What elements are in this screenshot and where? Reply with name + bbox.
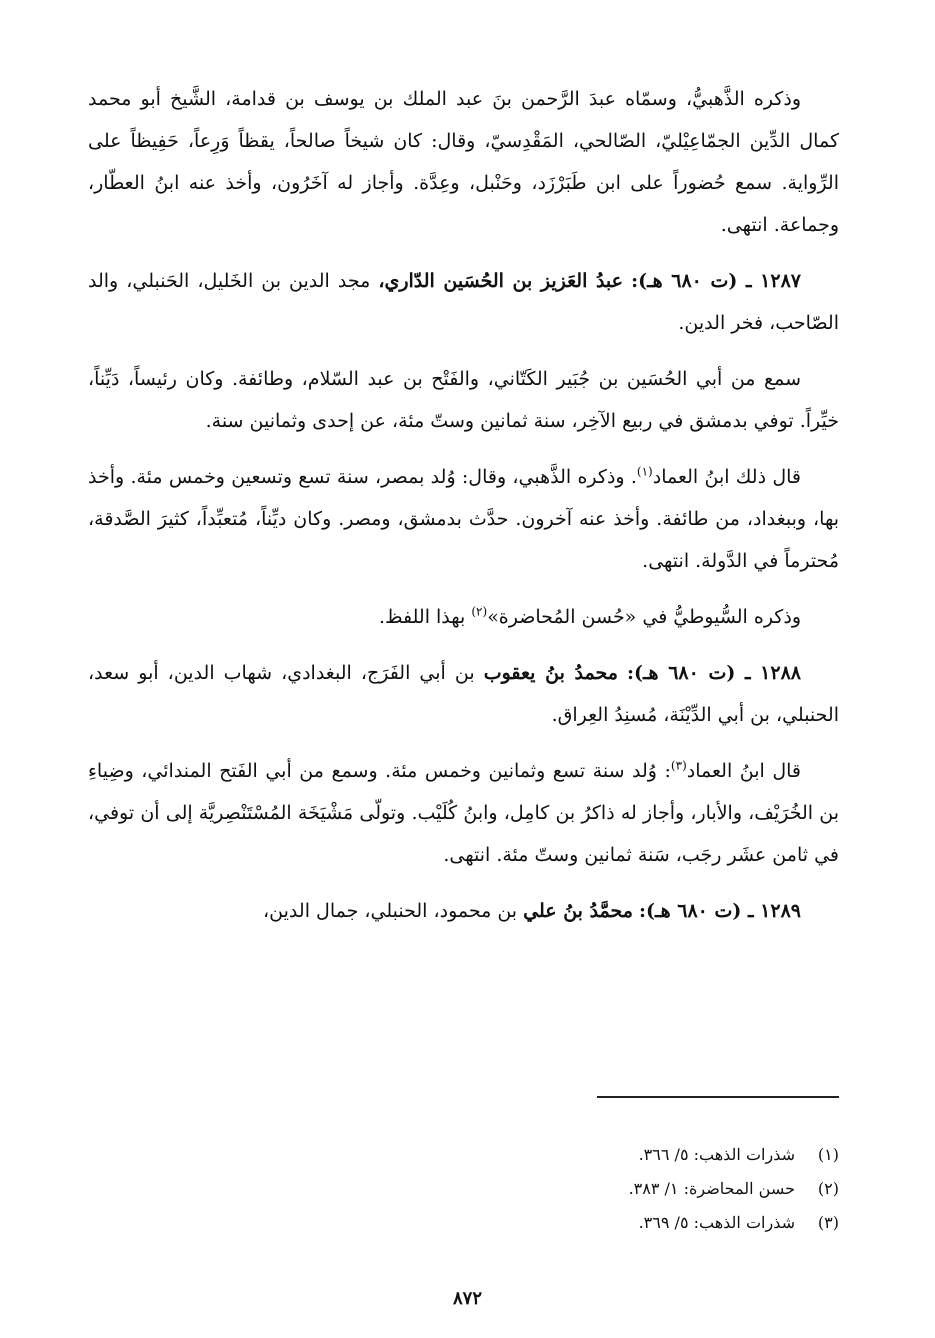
entry-name: محمَّدُ بنُ علي: [523, 900, 633, 922]
footnote-3: [88, 1206, 839, 1240]
footnote-text: شذرات الذهب: ٥/ ٣٦٦.: [638, 1145, 795, 1164]
paragraph-dhahabi-mention: [88, 78, 839, 246]
footnote-ref-3[interactable]: (٣): [670, 758, 687, 773]
entry-number: ١٢٨٨ ـ (ت ٦٨٠ هـ):: [626, 662, 801, 684]
paragraph-text: وذكره السُّيوطيُّ في «حُسن المُحاضرة»: [487, 606, 801, 628]
footnote-2: [88, 1172, 839, 1206]
footnote-text: حسن المحاضرة: ١/ ٣٨٣.: [628, 1179, 795, 1198]
entry-1287-heading: [88, 260, 839, 344]
footnotes: [88, 1138, 839, 1240]
entry-1287-paragraph-c: [88, 596, 839, 638]
entry-1289-heading: [88, 890, 839, 932]
footnote-ref-2[interactable]: (٢): [471, 604, 488, 619]
entry-name: محمدُ بنُ يعقوب: [483, 662, 618, 684]
entry-number: ١٢٨٩ ـ (ت ٦٨٠ هـ):: [639, 900, 801, 922]
paragraph-text: قال ذلك ابنُ العماد: [652, 466, 801, 488]
footnote-text: شذرات الذهب: ٥/ ٣٦٩.: [638, 1213, 795, 1232]
footnote-1: [88, 1138, 839, 1172]
footnote-divider: [597, 1096, 839, 1098]
entry-name: عبدُ العَزيز بن الحُسَين الدّاري،: [378, 270, 624, 292]
footnote-mark: (٣): [817, 1213, 839, 1232]
footnote-mark: (١): [817, 1145, 839, 1164]
paragraph-text: وذكره الذَّهبيُّ، وسمّاه عبدَ الرَّحمن بنَ عبد الملك بن يوسف بن قدامة، الشَّيخ أبو محمد كمال الدِّين الجمّاعِيْليّ، الصّالحي، المَقْدِسيّ، وقال: كان شيخاً صالحاً، يقظاً وَرِعاً، حَفِيظاً على الرِّواية. سمع حُضوراً على ابن طَبَرْزَد، وحَنْبل، وعِدَّة. وأجاز له آخَرُون، وأخذ عنه ابنُ العطّار، وجماعة. انتهى.: [88, 88, 839, 236]
entry-description: مجد الدين بن الخَليل، الحَنبلي، والد الصّاحب، فخر الدين.: [88, 270, 839, 334]
entry-description: بن أبي الفَرَج، البغدادي، شهاب الدين، أبو سعد، الحنبلي، بن أبي الدِّيْنَة، مُسنِدُ العِراق.: [88, 662, 839, 726]
paragraph-text: بهذا اللفظ.: [378, 606, 472, 628]
page-number: ٨٧٢: [452, 1288, 482, 1309]
entry-1288-paragraph-a: [88, 750, 839, 876]
main-text: [88, 78, 839, 946]
paragraph-text: . وذكره الذَّهبي، وقال: وُلد بمصر، سنة تسع وتسعين وخمس مئة. وأخذ بها، وببغداد، من طائفة. وأخذ عنه آخرون. حدَّث بدمشق، ومصر. وكان ديِّناً، مُتعبِّداً، كثيرَ الصَّدقة، مُحترماً في الدَّولة. انتهى.: [88, 466, 839, 572]
paragraph-text: سمع من أبي الحُسَين بن جُبَير الكَتّاني، والفَتْح بن عبد السّلام، وطائفة. وكان رئيساً، دَيِّناً، خيِّراً. توفي بدمشق في ربيع الآخِر، سنة ثمانين وستّ مئة، عن إحدى وثمانين سنة.: [88, 368, 839, 432]
entry-1288-heading: [88, 652, 839, 736]
footnote-ref-1[interactable]: (١): [636, 464, 653, 479]
paragraph-text: قال ابنُ العماد: [686, 760, 801, 782]
entry-1287-paragraph-a: [88, 358, 839, 442]
entry-number: ١٢٨٧ ـ (ت ٦٨٠ هـ):: [631, 270, 801, 292]
paragraph-text: : وُلد سنة تسع وثمانين وخمس مئة. وسمع من أبي الفَتح المندائي، وضِياءِ بن الخُرَيْف، والأبار، وأجاز له ذاكرُ بن كامِل، وابنُ كُلَيْب. وتولّى مَشْيَخَة المُسْتَنْصِريَّة إلى أن توفي، في ثامن عشَر رجَب، سَنة ثمانين وستّ مئة. انتهى.: [88, 760, 839, 866]
footnote-mark: (٢): [817, 1179, 839, 1198]
entry-description: بن محمود، الحنبلي، جمال الدين،: [263, 900, 524, 922]
entry-1287-paragraph-b: [88, 456, 839, 582]
